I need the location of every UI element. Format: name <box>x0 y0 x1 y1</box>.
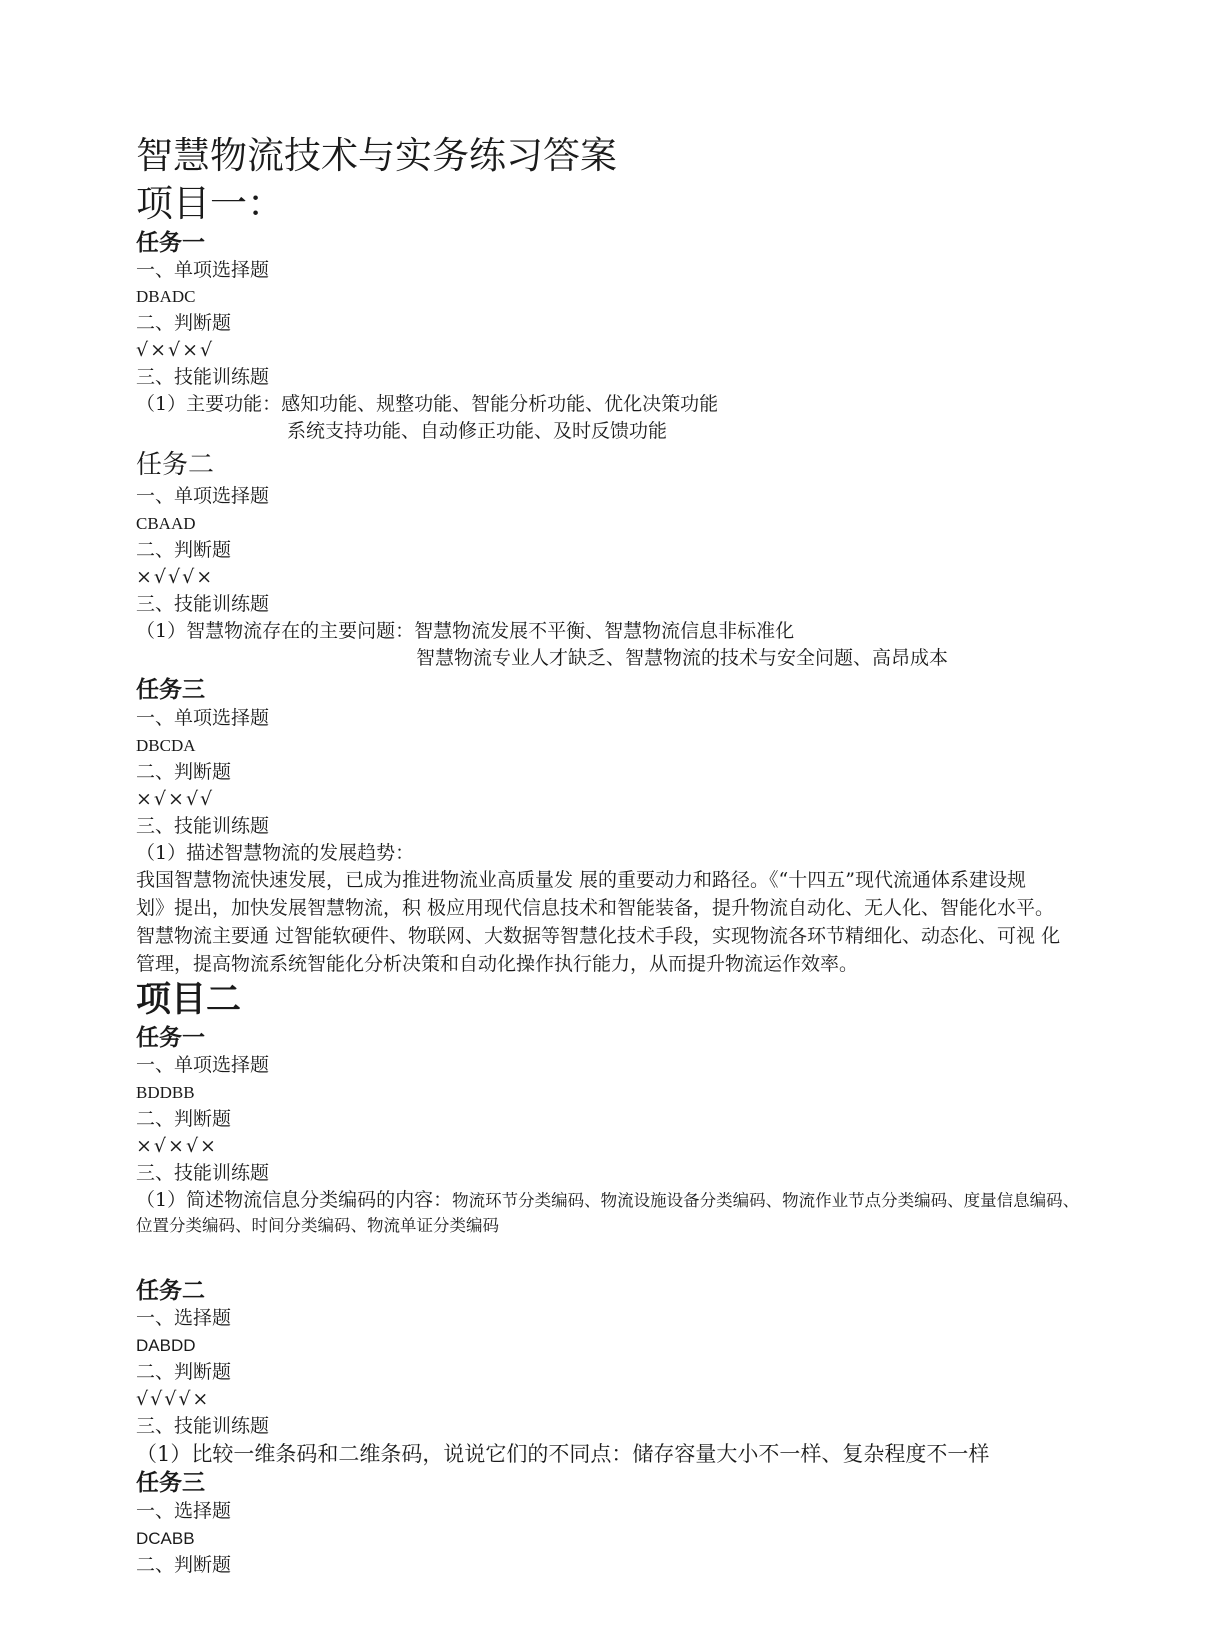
section-heading: 二、判断题 <box>136 1554 232 1576</box>
task-heading: 任务二 <box>136 450 215 480</box>
answer-line: （1）智慧物流存在的主要问题：智慧物流发展不平衡、智慧物流信息非标准化 <box>136 620 795 642</box>
task-heading: 任务二 <box>136 1277 205 1304</box>
answer-line: （1）比较一维条码和二维条码，说说它们的不同点：储存容量大小不一样、复杂程度不一样 <box>136 1442 990 1466</box>
section-heading: 一、选择题 <box>136 1500 232 1522</box>
answer-label: （1）简述物流信息分类编码的内容： <box>136 1189 453 1211</box>
answer-code: DBADC <box>136 287 196 306</box>
document-title: 智慧物流技术与实务练习答案 <box>136 134 617 177</box>
paragraph-line: 管理，提高物流系统智能化分析决策和自动化操作执行能力，从而提升物流运作效率。 <box>136 953 859 975</box>
section-heading: 一、单项选择题 <box>136 1054 270 1076</box>
task-heading: 任务三 <box>136 676 205 703</box>
judgment-marks: √×√×√ <box>136 339 215 361</box>
answer-code: DCABB <box>136 1529 195 1548</box>
judgment-marks: √√√√× <box>136 1388 211 1410</box>
project-heading: 项目一： <box>136 182 284 225</box>
section-heading: 三、技能训练题 <box>136 1162 270 1184</box>
answer-line: （1）主要功能：感知功能、规整功能、智能分析功能、优化决策功能 <box>136 393 719 415</box>
paragraph-line: 划》提出，加快发展智慧物流，积 极应用现代信息技术和智能装备，提升物流自动化、无人化、智能化水平。 <box>136 897 1055 919</box>
paragraph-line: 智慧物流主要通 过智能软硬件、物联网、大数据等智慧化技术手段，实现物流各环节精细化、动态化、可视 化 <box>136 925 1061 947</box>
task-heading: 任务一 <box>136 1024 205 1051</box>
section-heading: 二、判断题 <box>136 539 232 561</box>
section-heading: 一、单项选择题 <box>136 485 270 507</box>
answer-code: BDDBB <box>136 1083 195 1102</box>
section-heading: 三、技能训练题 <box>136 593 270 615</box>
task-heading: 任务一 <box>136 229 205 256</box>
answer-text: 物流环节分类编码、物流设施设备分类编码、物流作业节点分类编码、度量信息编码、 <box>452 1191 1080 1210</box>
answer-line: 位置分类编码、时间分类编码、物流单证分类编码 <box>136 1216 499 1235</box>
answer-line: 系统支持功能、自动修正功能、及时反馈功能 <box>287 420 668 442</box>
section-heading: 三、技能训练题 <box>136 1415 270 1437</box>
section-heading: 二、判断题 <box>136 312 232 334</box>
section-heading: 三、技能训练题 <box>136 815 270 837</box>
answer-line <box>136 1188 1079 1212</box>
section-heading: 三、技能训练题 <box>136 366 270 388</box>
judgment-marks: ×√√√× <box>136 566 215 588</box>
paragraph-line: 我国智慧物流快速发展，已成为推进物流业高质量发 展的重要动力和路径。《“十四五”现代流通体系建设规 <box>136 869 1026 891</box>
section-heading: 一、单项选择题 <box>136 707 270 729</box>
answer-line: 智慧物流专业人才缺乏、智慧物流的技术与安全问题、高昂成本 <box>416 647 949 669</box>
section-heading: 一、选择题 <box>136 1307 232 1329</box>
section-heading: 二、判断题 <box>136 761 232 783</box>
project-heading: 项目二 <box>136 979 242 1020</box>
section-heading: 二、判断题 <box>136 1361 232 1383</box>
task-heading: 任务三 <box>136 1469 205 1496</box>
judgment-marks: ×√×√× <box>136 1135 218 1157</box>
answer-code: DBCDA <box>136 736 196 755</box>
answer-code: DABDD <box>136 1336 196 1355</box>
answer-line: （1）描述智慧物流的发展趋势： <box>136 842 415 864</box>
section-heading: 一、单项选择题 <box>136 259 270 281</box>
section-heading: 二、判断题 <box>136 1108 232 1130</box>
answer-code: CBAAD <box>136 514 196 533</box>
judgment-marks: ×√×√√ <box>136 788 215 810</box>
